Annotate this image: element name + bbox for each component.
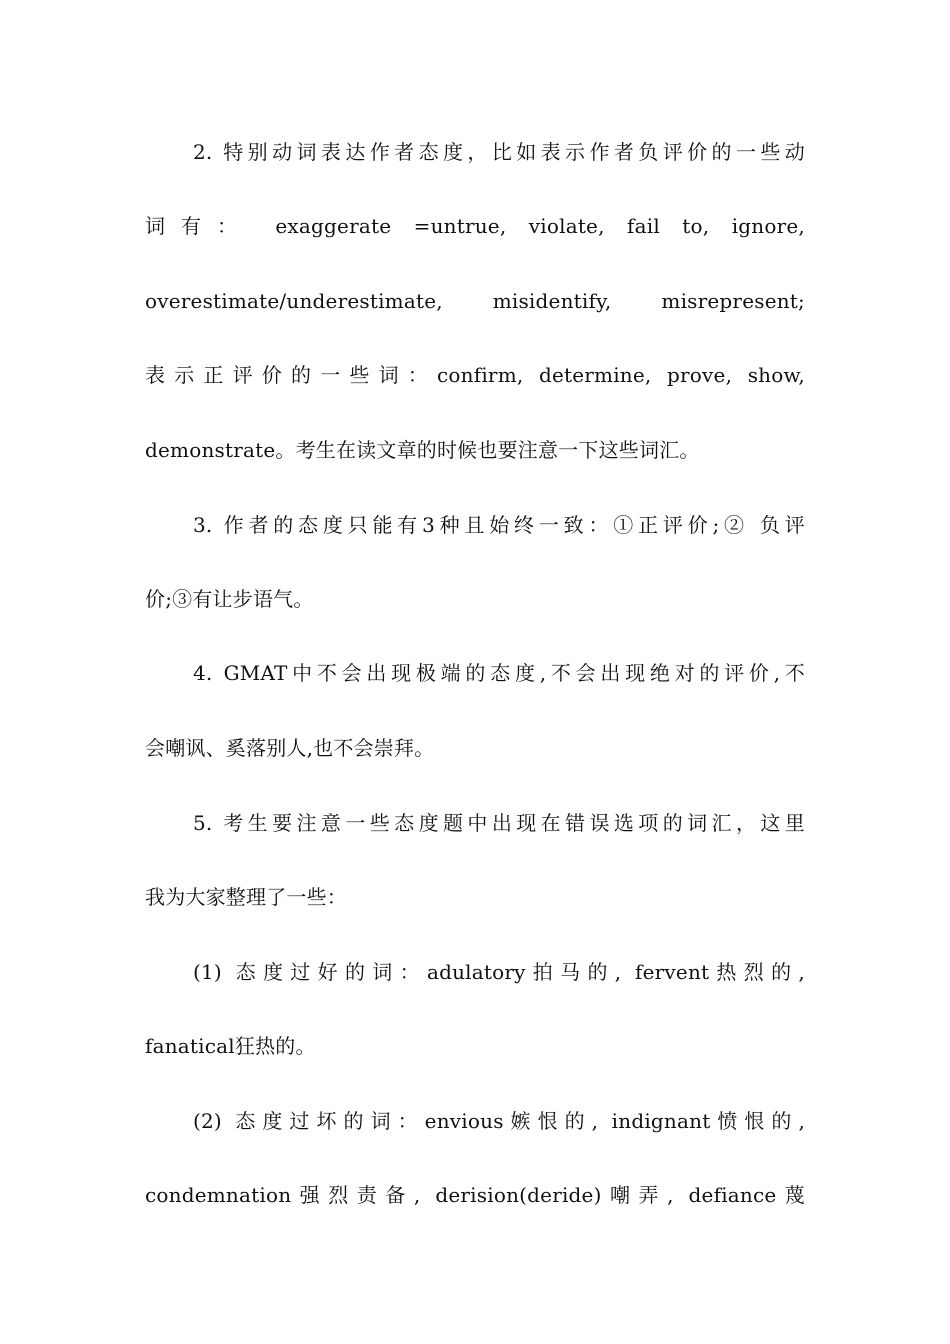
item-1-line-2: fanatical狂热的。 [145,1034,316,1058]
item-1-line-1: (1) 态度过好的词：adulatory拍马的, fervent热烈的, [193,960,805,984]
paragraph-2-line-1: 2. 特别动词表达作者态度，比如表示作者负评价的一些动 [193,140,805,164]
item-2-line-2: condemnation强烈责备, derision(deride)嘲弄, defiance蔑 [145,1183,805,1207]
paragraph-3-line-2: 价;③有让步语气。 [145,587,314,611]
paragraph-5-line-1: 5. 考生要注意一些态度题中出现在错误选项的词汇，这里 [193,811,805,835]
paragraph-4-line-1: 4. GMAT中不会出现极端的态度,不会出现绝对的评价,不 [193,661,805,685]
paragraph-2-line-2: 词有： exaggerate =untrue, violate, fail to, ignore, [145,214,805,238]
paragraph-4-line-2: 会嘲讽、奚落别人,也不会崇拜。 [145,736,435,760]
paragraph-2-line-3: overestimate/underestimate, misidentify, misrepresent; [145,289,805,313]
paragraph-3-line-1: 3. 作者的态度只能有3种且始终一致：①正评价;② 负评 [193,513,805,537]
paragraph-2-line-4: 表示正评价的一些词：confirm, determine, prove, show, [145,363,805,387]
paragraph-2-line-5: demonstrate。考生在读文章的时候也要注意一下这些词汇。 [145,438,700,462]
item-2-line-1: (2) 态度过坏的词：envious嫉恨的, indignant愤恨的, [193,1109,805,1133]
paragraph-5-line-2: 我为大家整理了一些： [145,885,347,909]
